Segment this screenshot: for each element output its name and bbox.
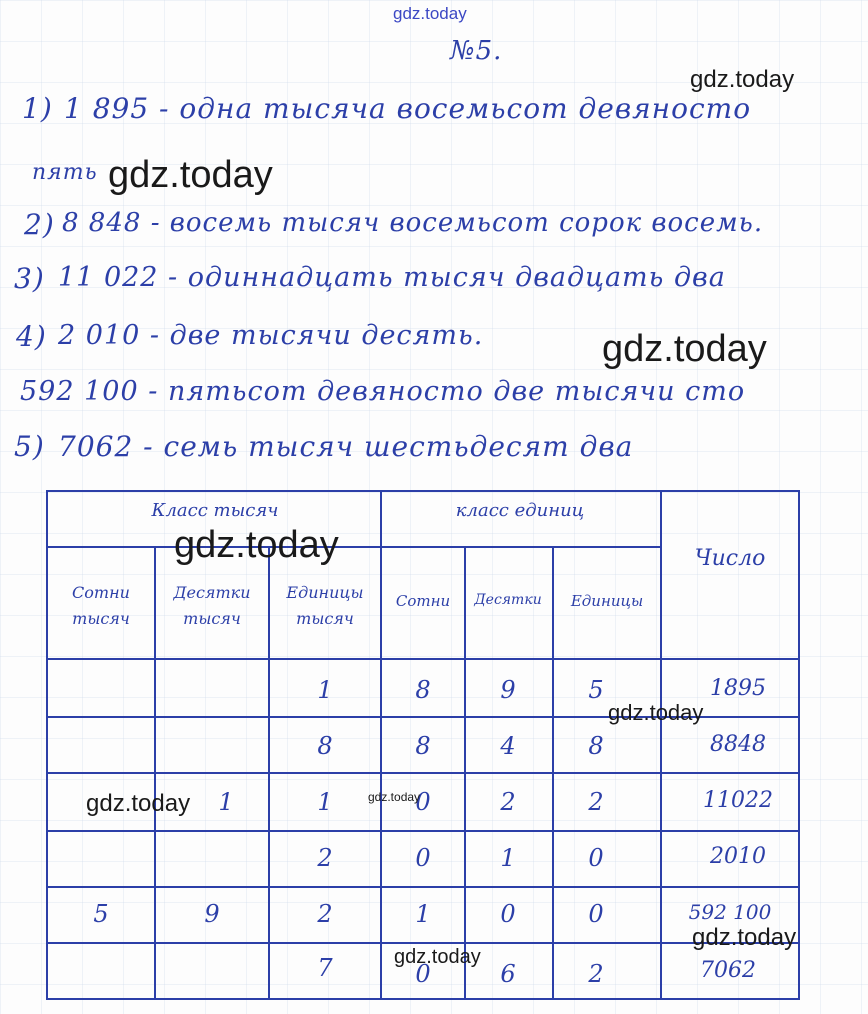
table-number-cell: 1895: [710, 676, 766, 701]
line-4-marker: 4): [16, 320, 47, 353]
line-1-text: 1 895 - одна тысяча восемьсот девяносто: [64, 92, 752, 125]
watermark: gdz.today: [690, 66, 795, 93]
line-2-marker: 2): [24, 208, 55, 241]
line-5-text: 7062 - семь тысяч шестьдесят два: [58, 430, 634, 463]
table-cell: 8: [588, 732, 604, 760]
table-cell: 0: [415, 844, 431, 872]
watermark: gdz.today: [108, 154, 273, 196]
table-row-line-5: [46, 942, 800, 944]
watermark: gdz.today: [692, 924, 797, 951]
table-border-right: [798, 490, 800, 1000]
table-row-line-2: [46, 772, 800, 774]
subheader-units-thousands: Единицы тысяч: [286, 583, 364, 628]
table-cell: 0: [415, 788, 431, 816]
line-3-marker: 3): [14, 262, 45, 295]
table-number-cell: 592 100: [688, 900, 772, 924]
table-number-cell: 11022: [703, 788, 773, 813]
table-cell: 1: [317, 676, 333, 704]
line-1-marker: 1): [22, 92, 53, 125]
table-cell: 1: [317, 788, 333, 816]
table-cell: 2: [588, 788, 604, 816]
line-5-marker: 5): [14, 430, 45, 463]
table-cell: 5: [93, 900, 109, 928]
line-1b-text: пять: [32, 160, 98, 185]
subheader-hundreds-thousands: Сотни тысяч: [72, 583, 130, 628]
table-border-left: [46, 490, 48, 1000]
line-4b-text: 592 100 - пятьсот девяносто две тысячи сто: [20, 376, 746, 407]
table-header-split: [46, 546, 660, 548]
table-number-cell: 2010: [710, 844, 766, 869]
problem-number: №5.: [450, 36, 503, 66]
table-border-top: [46, 490, 800, 492]
table-cell: 5: [588, 676, 604, 704]
table-number-cell: 8848: [710, 732, 766, 757]
table-cell: 0: [415, 960, 431, 988]
table-cell: 1: [500, 844, 516, 872]
watermark: gdz.today: [174, 524, 339, 566]
table-row-line-3: [46, 830, 800, 832]
subheader-tens: Десятки: [474, 592, 542, 608]
watermark: gdz.today: [608, 700, 704, 725]
watermark: gdz.today: [394, 946, 481, 968]
watermark: gdz.today: [368, 790, 421, 804]
table-cell: 2: [317, 900, 333, 928]
watermark: gdz.today: [86, 790, 191, 817]
table-cell: 1: [415, 900, 431, 928]
watermark-top: gdz.today: [393, 4, 467, 23]
table-border-bottom: [46, 998, 800, 1000]
header-class-thousands: Класс тысяч: [151, 500, 279, 521]
watermark: gdz.today: [602, 328, 767, 370]
header-class-units: класс единиц: [455, 500, 585, 521]
table-cell: 8: [415, 676, 431, 704]
table-cell: 0: [588, 900, 604, 928]
table-number-cell: 7062: [700, 958, 756, 983]
table-row-line-4: [46, 886, 800, 888]
table-cell: 9: [500, 676, 516, 704]
subheader-units: Единицы: [570, 592, 644, 610]
table-cell: 8: [317, 732, 333, 760]
table-cell: 4: [500, 732, 516, 760]
line-3-text: 11 022 - одиннадцать тысяч двадцать два: [58, 262, 726, 293]
table-cell: 8: [415, 732, 431, 760]
table-cell: 2: [317, 844, 333, 872]
table-cell: 7: [317, 954, 333, 982]
table-cell: 2: [588, 960, 604, 988]
line-2-text: 8 848 - восемь тысяч восемьсот сорок восемь.: [62, 208, 764, 238]
table-cell: 0: [500, 900, 516, 928]
line-4-text: 2 010 - две тысячи десять.: [58, 320, 484, 351]
table-cell: 0: [588, 844, 604, 872]
subheader-tens-thousands: Десятки тысяч: [173, 583, 251, 628]
table-cell: 2: [500, 788, 516, 816]
subheader-hundreds: Сотни: [395, 592, 451, 610]
table-divider-class: [380, 490, 382, 1000]
header-number: Число: [694, 546, 766, 571]
table-header-bottom: [46, 658, 800, 660]
table-cell: 1: [218, 788, 234, 816]
table-divider-number: [660, 490, 662, 1000]
table-cell: 9: [204, 900, 220, 928]
table-cell: 6: [500, 960, 516, 988]
